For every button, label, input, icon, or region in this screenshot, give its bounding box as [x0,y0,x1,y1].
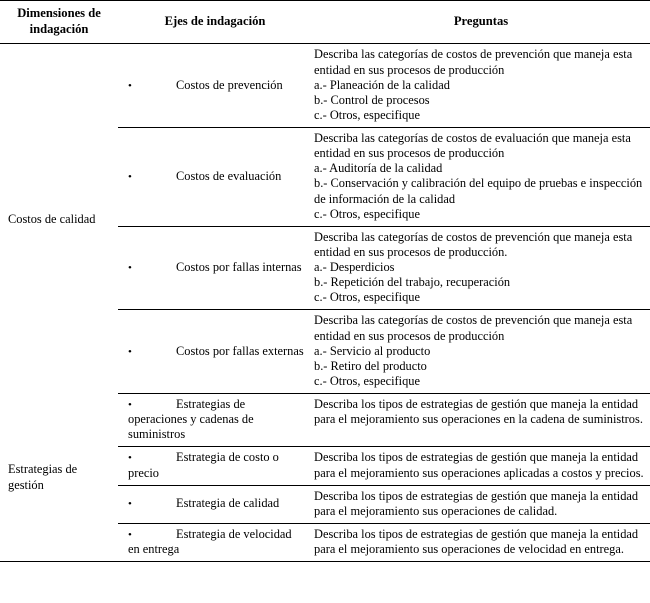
table-row [0,44,650,128]
axis-cell [118,310,312,394]
question-line: Describa los tipos de estrategias de gestión que maneja la entidad para el mejoramiento sus operaciones de velocidad en entrega. [314,526,642,557]
axis-label: Estrategia de calidad [176,496,280,511]
column-header-dimension: Dimensiones de indagación [17,6,101,36]
axis-entry [128,78,283,92]
axis-cell [118,485,312,523]
axis-entry [128,344,304,358]
axis-cell [118,394,312,447]
dimension-cell-estrategias-de-gestion: Estrategias de gestión [8,462,78,493]
dimension-cell-costos-de-calidad: Costos de calidad [8,211,96,226]
table-header-row [0,1,650,44]
bullet-icon: • [128,79,132,92]
axis-entry [128,260,302,274]
questions-cell [312,226,650,310]
axis-entry [128,496,279,510]
question-line: b.- Repetición del trabajo, recuperación [314,275,511,290]
table-body [0,44,650,562]
axis-cell [118,128,312,227]
axis-label: Costos de prevención [176,77,283,92]
question-line: b.- Conservación y calibración del equipo de pruebas e inspección de información de la calidad [314,176,646,206]
questions-cell [312,44,650,128]
axis-label: Estrategias de operaciones y cadenas de suministros [128,397,254,442]
questions-cell [312,128,650,227]
axis-label: Costos por fallas internas [176,260,302,275]
question-line: c.- Otros, especifique [314,206,420,221]
axis-cell [118,226,312,310]
question-line: c.- Otros, especifique [314,373,420,388]
questions-cell [312,310,650,394]
question-line: Describa los tipos de estrategias de gestión que maneja la entidad para el mejoramiento sus operaciones de calidad. [314,488,642,518]
axis-label: Costos por fallas externas [176,343,304,358]
question-line: Describa los tipos de estrategias de gestión que maneja la entidad para el mejoramiento sus operaciones en la cadena de suministros. [314,397,643,427]
column-header-questions: Preguntas [453,13,509,28]
question-line: Describa las categorías de costos de prevención que maneja esta entidad en sus procesos de producción [314,47,636,77]
questions-cell [312,394,650,447]
question-line: b.- Retiro del producto [314,358,427,373]
bullet-icon: • [128,498,132,511]
questions-cell [312,523,650,561]
column-header-axis: Ejes de indagación [164,13,266,28]
axis-entry [128,397,254,441]
question-line: a.- Desperdicios [314,260,395,275]
axis-entry [128,450,279,479]
question-line: Describa las categorías de costos de prevención que maneja esta entidad en sus procesos de producción. [314,229,636,259]
axis-cell [118,44,312,128]
question-line: a.- Planeación de la calidad [314,77,450,92]
questions-cell [312,447,650,485]
bullet-icon: • [128,345,132,358]
bullet-icon: • [128,452,132,465]
question-line: a.- Servicio al producto [314,343,431,358]
question-line: c.- Otros, especifique [314,290,420,305]
axis-label: Estrategia de velocidad en entrega [128,526,292,557]
bullet-icon: • [128,399,132,412]
bullet-icon: • [128,170,132,183]
axis-entry [128,527,292,556]
question-line: c.- Otros, especifique [314,107,420,122]
axis-cell [118,447,312,485]
question-line: Describa las categorías de costos de prevención que maneja esta entidad en sus procesos de producción [314,313,636,343]
axis-cell [118,523,312,561]
question-line: Describa los tipos de estrategias de gestión que maneja la entidad para el mejoramiento sus operaciones aplicadas a costos y precios. [314,450,644,480]
question-line: b.- Control de procesos [314,92,430,107]
axis-label: Costos de evaluación [176,168,282,183]
bullet-icon: • [128,528,132,541]
question-line: Describa las categorías de costos de evaluación que maneja esta entidad en sus procesos de producción [314,131,634,161]
questions-cell [312,485,650,523]
axis-entry [128,169,281,183]
question-line: a.- Auditoría de la calidad [314,161,443,176]
axis-label: Estrategia de costo o precio [128,450,279,480]
table-row [0,394,650,447]
bullet-icon: • [128,262,132,275]
table-header [0,1,650,44]
